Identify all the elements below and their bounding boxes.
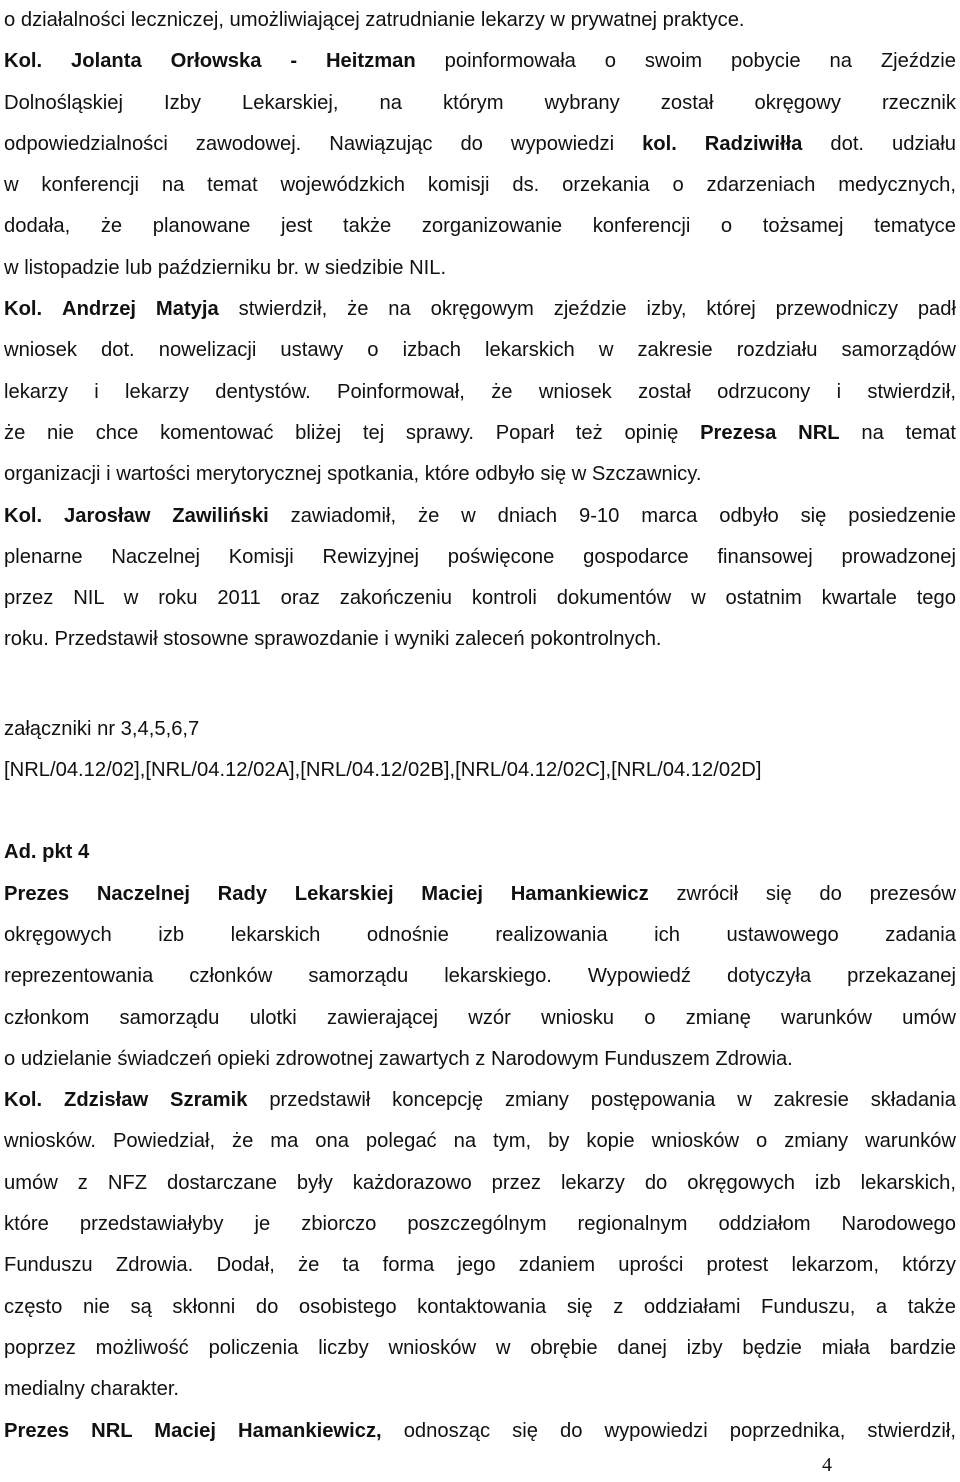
speaker-name: Andrzej Matyja (62, 298, 219, 321)
speaker-title: Kol. (4, 298, 43, 321)
text-line (4, 41, 956, 82)
text-line: w konferencji na temat wojewódzkich komisji ds. orzekania o zdarzeniach medycznych, (4, 174, 956, 197)
speaker-name: Zdzisław Szramik (64, 1089, 248, 1112)
paragraph-zawilinski (4, 496, 956, 661)
text-line: w listopadzie lub październiku br. w siedzibie NIL. (4, 256, 447, 279)
text-line: medialny charakter. (4, 1378, 180, 1401)
text-line: reprezentowania członków samorządu lekarskiego. Wypowiedź dotyczyła przekazanej (4, 965, 956, 988)
paragraph-orlowska (4, 41, 956, 289)
speaker-name: kol. Radziwiłła (642, 132, 803, 155)
text-run: zwrócił się do prezesów (648, 882, 956, 905)
text-run: na temat (839, 421, 957, 444)
speaker-title: Kol. (4, 50, 43, 73)
text-line: o działalności leczniczej, umożliwiającej zatrudnianie lekarzy w prywatnej praktyce. (4, 9, 745, 31)
text-line: umów z NFZ dostarczane były każdorazowo przez lekarzy do okręgowych izb lekarskich, (4, 1171, 956, 1194)
text-line (4, 1080, 956, 1121)
text-line: Funduszu Zdrowia. Dodał, że ta forma jego zdaniem uprości protest lekarzom, którzy (4, 1254, 956, 1277)
speaker-name: Prezes Naczelnej Rady Lekarskiej Maciej Hamankiewicz (4, 882, 649, 905)
text-run: odpowiedzialności zawodowej. Nawiązując do wypowiedzi (4, 132, 643, 155)
attachments-label: załączniki nr 3,4,5,6,7 (4, 717, 200, 740)
paragraph-szramik (4, 1080, 956, 1410)
text-run: stwierdził, że na okręgowym zjeździe izby, której przewodniczy padł (218, 298, 956, 321)
text-line: członkom samorządu ulotki zawierającej wzór wniosku o zmianę warunków umów (4, 1006, 956, 1029)
text-line (4, 413, 956, 454)
text-run: że nie chce komentować bliżej tej sprawy. Poparł też opinię (4, 421, 701, 444)
speaker-name: Jolanta Orłowska - Heitzman (71, 50, 416, 73)
text-line (4, 1411, 956, 1452)
attachments-refs: [NRL/04.12/02],[NRL/04.12/02A],[NRL/04.12/02B],[NRL/04.12/02C],[NRL/04.12/02D] (4, 759, 762, 782)
page-number: 4 (822, 1454, 832, 1476)
section-heading (4, 832, 956, 873)
paragraph-matyja (4, 289, 956, 495)
text-line (4, 124, 956, 165)
text-line (4, 874, 956, 915)
paragraph-hamankiewicz-response (4, 1411, 956, 1452)
text-line: Dolnośląskiej Izby Lekarskiej, na którym wybrany został okręgowy rzecznik (4, 91, 956, 114)
text-line: okręgowych izb lekarskich odnośnie realizowania ich ustawowego zadania (4, 923, 956, 946)
speaker-name: Prezesa NRL (700, 421, 840, 444)
text-line: poprzez możliwość policzenia liczby wniosków w obrębie danej izby będzie miała bardzie (4, 1336, 956, 1359)
text-line: o udzielanie świadczeń opieki zdrowotnej zawartych z Narodowym Funduszem Zdrowia. (4, 1047, 793, 1070)
speaker-name: Prezes NRL Maciej Hamankiewicz, (4, 1419, 382, 1442)
text-run: zawiadomił, że w dniach 9-10 marca odbyło się posiedzenie (268, 504, 956, 527)
text-line: roku. Przedstawił stosowne sprawozdanie i wyniki zaleceń pokontrolnych. (4, 628, 662, 651)
spacer (4, 661, 956, 709)
text-line (4, 496, 956, 537)
section-heading-text: Ad. pkt 4 (4, 841, 90, 864)
speaker-title: Kol. (4, 504, 43, 527)
text-line (4, 289, 956, 330)
text-line: dodała, że planowane jest także zorganizowanie konferencji o tożsamej tematyce (4, 215, 956, 238)
text-line: które przedstawiałyby je zbiorczo poszczególnym regionalnym oddziałom Narodowego (4, 1213, 956, 1236)
spacer (4, 791, 956, 832)
text-line: przez NIL w roku 2011 oraz zakończeniu kontroli dokumentów w ostatnim kwartale tego (4, 587, 956, 610)
text-line: wniosków. Powiedział, że ma ona polegać na tym, by kopie wniosków o zmiany warunków (4, 1130, 956, 1153)
text-line: często nie są skłonni do osobistego kontaktowania się z oddziałami Funduszu, a także (4, 1295, 956, 1318)
text-line: lekarzy i lekarzy dentystów. Poinformował, że wniosek został odrzucony i stwierdził, (4, 380, 956, 403)
text-line: organizacji i wartości merytorycznej spotkania, które odbyło się w Szczawnicy. (4, 463, 702, 486)
paragraph-continuation (4, 0, 956, 41)
document-page (4, 0, 956, 1452)
text-run: przedstawił koncepcję zmiany postępowania w zakresie składania (247, 1089, 957, 1112)
text-line: wniosek dot. nowelizacji ustawy o izbach lekarskich w zakresie rozdziału samorządów (4, 339, 956, 362)
speaker-title: Kol. (4, 1089, 43, 1112)
text-line: plenarne Naczelnej Komisji Rewizyjnej poświęcone gospodarce finansowej prowadzonej (4, 545, 956, 568)
speaker-name: Jarosław Zawiliński (64, 504, 269, 527)
paragraph-hamankiewicz (4, 874, 956, 1080)
text-run: odnosząc się do wypowiedzi poprzednika, stwierdził, (381, 1419, 956, 1442)
text-run: poinformowała o swoim pobycie na Zjeździe (415, 50, 956, 73)
text-run: dot. udziału (802, 132, 956, 155)
